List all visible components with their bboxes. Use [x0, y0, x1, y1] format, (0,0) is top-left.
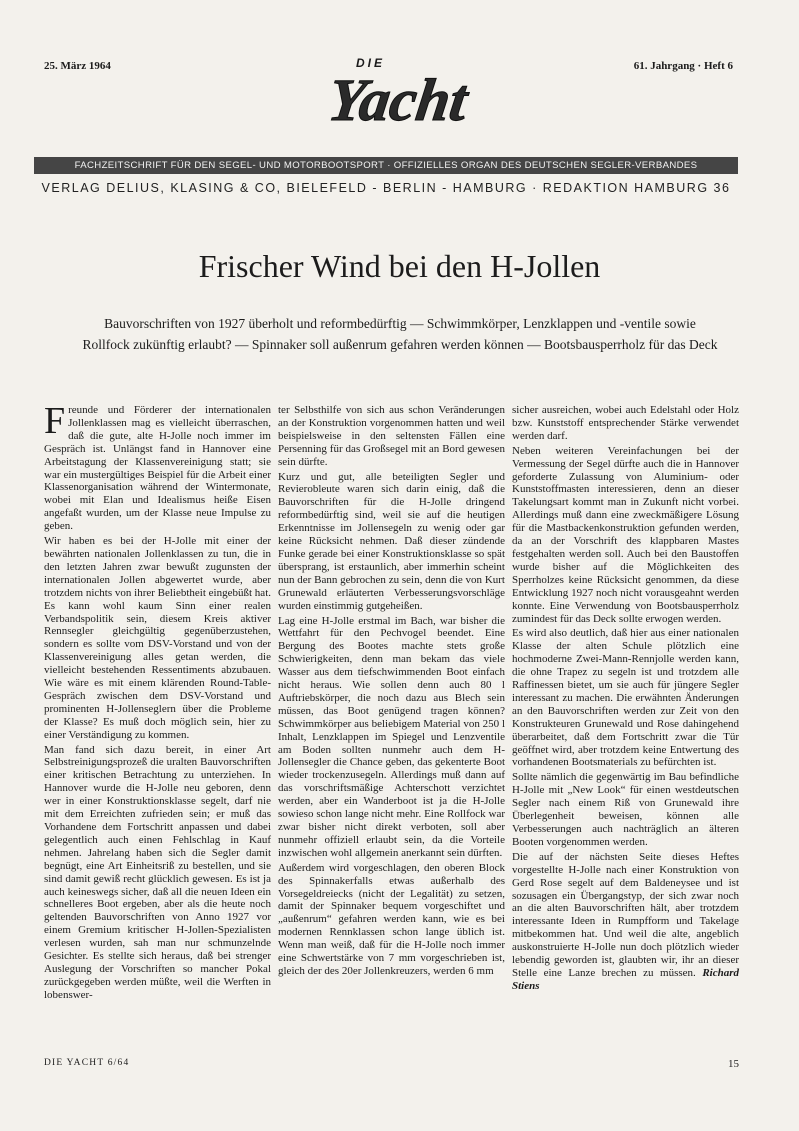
paragraph: Wir haben es bei der H-Jolle mit einer der bewährten nationalen Jollenklassen zu tun, die in den letzten Jahren zwar bewußt zugunsten der internationalen Jollen abgewertet wurde, aber trotzdem nichts von ihrer Beliebtheit eingebüßt hat. Es kann wohl kaum Sinn einer realen Verbandspolitik sein, diesem Kreis aktiver Rennsegler gleichgültig gegenüberzustehen, sondern es sollte vom DSV-Vorstand und von der Klassenvereinigung alles getan werden, die vielleicht bestehenden Ressentiments abzubauen. Wie wäre es mit einem klärenden Round-Table-Gespräch zwischen dem DSV-Vorstand und prominenten H-Jollenseglern über die Probleme der Klasse? Es muß doch möglich sein, hier zu einer Verständigung zu kommen.	[44, 535, 271, 741]
paragraph: Lag eine H-Jolle erstmal im Bach, war bisher die Wettfahrt für den Pechvogel beendet. Eine Bergung des Bootes machte stets große Schwierigkeiten, denn man bekam das viele Wasser aus dem tiefschwimmenden Boot einfach nicht heraus. Wie sollen denn auch 80 l Auftriebskörper, die noch dazu aus Blech sein müssen, das Boot genügend tragen können? Schwimmkörper aus beliebigem Material von 250 l Inhalt, Lenzklappen im Spiegel und Lenzventile am Boden sollten nunmehr auch dem H-Jollensegler die Chance geben, das gekenterte Boot wieder trockenzusegeln. Allerdings muß dann auf das vorschriftsmäßige Achterschott verzichtet werden, aber ein Wanderboot ist ja die H-Jolle sowieso schon lange nicht mehr. Eine Rollfock war zwar bisher nicht direkt verboten, soll aber nunmehr offiziell erlaubt sein, da die Vorteile inzwischen wohl allgemein anerkannt sein dürften.	[278, 614, 505, 859]
issue-date: 25. März 1964	[44, 60, 111, 72]
paragraph: Kurz und gut, alle beteiligten Segler und Revierobleute waren sich darin einig, daß die Bauvorschriften für die H-Jolle dringend reformbedürftig sind, weil sie auf die heutigen Erkenntnisse im Jollensegeln zu wenig oder gar keine Rücksicht nehmen. Daß dieser zündende Funke gerade bei einer Konstruktionsklasse so spät übersprang, ist erstaunlich, aber immerhin scheint nun der Bann gebrochen zu sein, denn die von Kurt Grunewald erläuterten Verbesserungsvorschläge wurden einstimmig gutgeheißen.	[278, 470, 505, 612]
magazine-subtitle-band: FACHZEITSCHRIFT FÜR DEN SEGEL- UND MOTORBOOTSPORT · OFFIZIELLES ORGAN DES DEUTSCHEN SEGLER-VERBANDES	[34, 157, 738, 174]
article-subtitle: Bauvorschriften von 1927 überholt und reformbedürftig — Schwimmkörper, Lenzklappen und -ventile sowie Rollfock zukünftig erlaubt? — Spinnaker soll außenrum gefahren werden können — Bootsbausperrholz für das Deck	[82, 316, 718, 352]
paragraph: Die auf der nächsten Seite dieses Heftes vorgestellte H-Jolle nach einer Konstruktion von Gerd Rose segelt auf dem Baldeneysee und ist sozusagen ein Übergangstyp, der sich zwar noch an die alten Bauvorschriften hält, aber trotzdem interessante Ideen in Rumpfform und Takelage mitbekommen hat. Und weil die alte, angeblich auskonstruierte H-Jolle nun doch plötzlich wieder lebendig geworden ist, glaubten wir, ihr an dieser Stelle eine Lanze brechen zu müssen. Richard Stiens	[512, 850, 740, 992]
author-name: Richard Stiens	[512, 966, 740, 992]
drop-cap: F	[44, 400, 66, 442]
article-title: Frischer Wind bei den H-Jollen	[198, 248, 601, 284]
yacht-logo	[305, 64, 501, 134]
footer-issue-ref: DIE YACHT 6/64	[44, 1058, 130, 1068]
issue-number: 61. Jahrgang · Heft 6	[633, 60, 733, 72]
publisher-line: VERLAG DELIUS, KLASING & CO, BIELEFELD - BERLIN - HAMBURG · REDAKTION HAMBURG 36	[41, 181, 731, 195]
paragraph: Sollte nämlich die gegenwärtig im Bau befindliche H-Jolle mit „New Look“ für einen westdeutschen Segler nach einem Riß von Grunewald ihre Überlegenheit beweisen, können alle Verbesserungen auch nachträglich an älteren Booten vorgenommen werden.	[512, 771, 739, 848]
article-column-2	[278, 404, 505, 980]
paragraph: ter Selbsthilfe von sich aus schon Veränderungen an der Konstruktion vorgenommen hatten und weil beispielsweise in den seltensten Fällen eine Persenning für das Großsegel mit an Bord gewesen sein dürfte.	[278, 404, 505, 468]
logo-main-text: Yacht	[324, 67, 472, 134]
article-column-1	[44, 400, 271, 1004]
page-number: 15	[728, 1058, 739, 1070]
paragraph: Außerdem wird vorgeschlagen, den oberen Block des Spinnakerfalls etwas außerhalb des Vorsegeldreiecks (nicht der Legalität) zu setzen, damit der Spinnaker bequem vorgeschiftet und „außenrum“ gefahren werden kann, wie es bei modernen Rennklassen schon lange üblich ist. Wenn man weiß, daß für die H-Jolle noch immer eine Schwertstärke von 7 mm vorgeschrieben ist, gleich der des 20er Jollenkreuzers, werden 6 mm	[278, 861, 505, 977]
article-column-3	[512, 404, 739, 995]
paragraph: Es wird also deutlich, daß hier aus einer nationalen Klasse der alten Schule plötzlich eine hochmoderne Zwei-Mann-Rennjolle werden kann, die ohne Trapez zu segeln ist und trotzdem alle Raffinessen bietet, um sie auch für jüngere Segler interessant zu machen. Die erwähnten Änderungen an den Bauvorschriften werden zur Zeit von den Konstrukteuren Grunewald und Rose dahingehend überarbeitet, daß dem Fortschritt zwar die Tür geöffnet wird, aber trotzdem keine Entwertung des vorhandenen Bootsmaterials zu befürchten ist.	[512, 627, 739, 769]
logo-small-text: DIE	[356, 56, 386, 70]
paragraph: Freunde und Förderer der internationalen Jollenklassen mag es vielleicht überraschen, daß die gute, alte H-Jolle noch immer im Gespräch ist. Unlängst fand in Hannover eine Arbeitstagung der Klassenvereinigung statt; sie war ein mustergültiges Beispiel für die Arbeit einer Klassenorganisation während der Wintermonate, wobei mit Elan und Idealismus heiße Eisen angefaßt wurden, um der Klasse neue Impulse zu geben.	[44, 400, 271, 533]
paragraph: sicher ausreichen, wobei auch Edelstahl oder Holz bzw. Kunststoff entsprechender Stärke verwendet werden darf.	[512, 404, 739, 442]
paragraph: Man fand sich dazu bereit, in einer Art Selbstreinigungsprozeß die uralten Bauvorschriften einer kritischen Betrachtung zu unterziehen. In Hannover wurde die H-Jolle neu geboren, denn wer in einer Konstruktionsklasse segelt, darf nie mit dem Erreichten zufrieden sein; er muß das Vorhandene dem Fortschritt anpassen und dabei gelegentlich auch einen Fehlschlag in Kauf nehmen. Jahrelang haben sich die Segler damit begnügt, eine Art Einheitsriß zu bestellen, und sie sind damit gewiß recht glücklich gewesen. Es ist ja auch keineswegs sicher, daß all die neuen Ideen ein schnelleres Boot ergeben, aber als die heute noch geltenden Bauvorschriften von Anno 1927 vor einem Gremium kritischer H-Jollen-Spezialisten verlesen wurden, sah man nur schmunzelnde Gesichter. Es stellte sich heraus, daß bei strenger Auslegung der Vorschriften so mancher Pokal zurückgegeben werden müßte, weil die Werften in lobenswer-	[44, 743, 271, 1001]
paragraph: Neben weiteren Vereinfachungen bei der Vermessung der Segel dürfte auch die in Hannover geforderte Zulassung von Aluminium- oder Kunststoffmasten interessieren, denn an dieser Takelungsart kommt man in Zukunft nicht vorbei. Allerdings muß dann eine zweckmäßigere Lösung für die Mastbackenkonstruktion gefunden werden, da an der Vorschrift des klappbaren Mastes festgehalten werden soll. Auch bei den Baustoffen wurde bisher auf die Möglichkeiten des Sperrholzes keine Rücksicht genommen, da diese Entwicklung 1927 noch nicht vorausgeahnt werden konnte. Eine Verwendung von Bootsbausperrholz zumindest für das Deck sollte erwogen werden.	[512, 444, 739, 625]
